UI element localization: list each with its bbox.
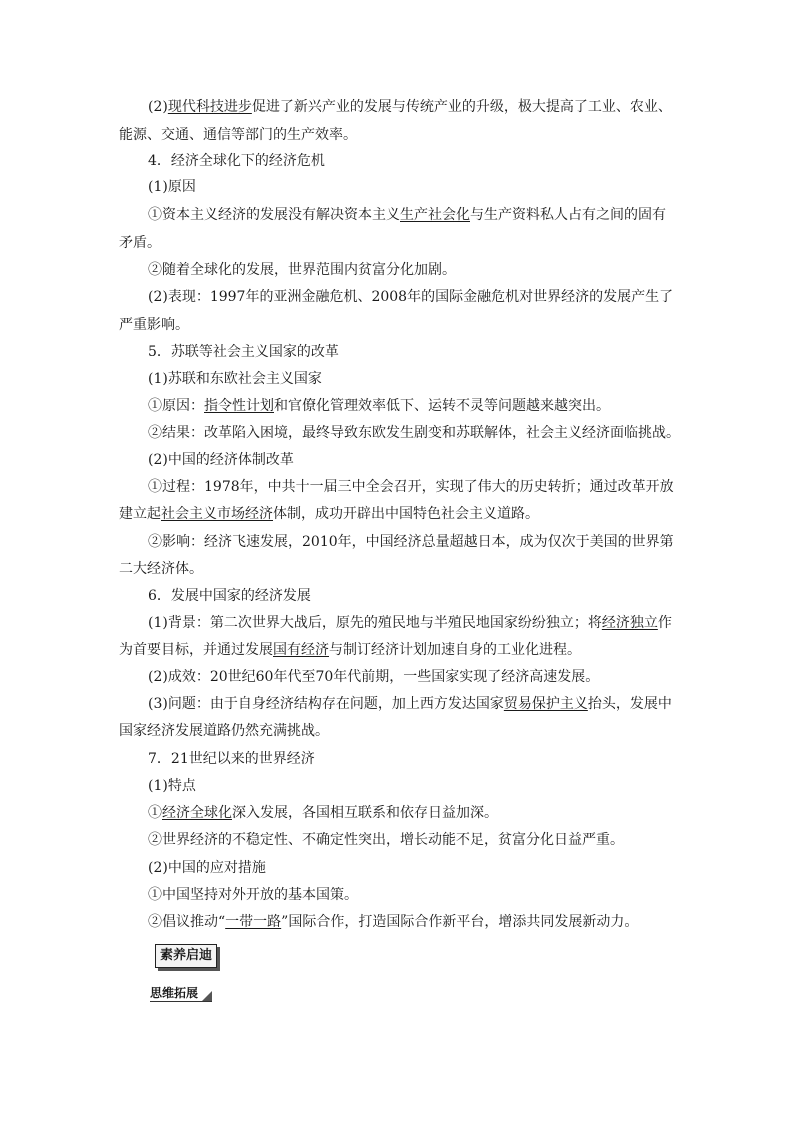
underlined-term: 经济独立 — [601, 615, 658, 631]
subsection-heading: (1)苏联和东欧社会主义国家 — [148, 371, 322, 387]
text-line — [148, 614, 672, 632]
text-line: (2)表现：1997年的亚洲金融危机、2008年的国际金融危机对世界经济的发展产生了 — [148, 289, 674, 305]
text-run: ① — [148, 805, 162, 821]
underlined-term: 指令性计划 — [204, 398, 274, 414]
section-badge: 素养启迪 — [155, 944, 217, 968]
text-line: ②影响：经济飞速发展，2010年，中国经济总量超越日本，成为仅次于美国的世界第 — [148, 534, 674, 550]
underlined-term: 一带一路 — [225, 914, 282, 930]
text-run: 深入发展，各国相互联系和依存日益加深。 — [232, 805, 498, 821]
section-tag — [150, 985, 212, 1002]
text-run: ①原因： — [148, 398, 204, 414]
text-line: 二大经济体。 — [119, 561, 203, 577]
text-line: (2)成效：20世纪60年代至70年代前期，一些国家实现了经济高速发展。 — [148, 669, 600, 685]
text-line: ②随着全球化的发展，世界范围内贫富分化加剧。 — [148, 262, 456, 278]
underlined-term: 国有经济 — [273, 642, 329, 658]
underlined-term: 贸易保护主义 — [503, 696, 588, 712]
underlined-term: 生产社会化 — [400, 207, 470, 223]
underlined-term: 经济全球化 — [162, 805, 232, 821]
text-run: 抬头，发展中 — [587, 696, 672, 712]
text-run: 建立起 — [119, 506, 161, 522]
text-line: 严重影响。 — [119, 317, 189, 333]
subsection-heading: (1)特点 — [148, 778, 196, 794]
section-heading: 6．发展中国家的经济发展 — [148, 588, 311, 604]
section-heading: 7．21世纪以来的世界经济 — [148, 751, 315, 767]
text-line — [148, 397, 610, 415]
text-line — [148, 206, 666, 224]
underlined-term: 现代科技进步 — [167, 99, 252, 115]
text-run: (3)问题：由于自身经济结构存在问题，加上西方发达国家 — [148, 696, 504, 712]
text-run: 与制订经济计划加速自身的工业化进程。 — [329, 642, 581, 658]
text-run: (2) — [148, 99, 168, 115]
section-heading: 5．苏联等社会主义国家的改革 — [148, 344, 339, 360]
text-run: 为首要目标，并通过发展 — [119, 642, 273, 658]
text-run: (1)背景：第二次世界大战后，原先的殖民地与半殖民地国家纷纷独立；将 — [148, 615, 602, 631]
text-run: 与生产资料私人占有之间的固有 — [470, 207, 666, 223]
text-run: 作 — [657, 615, 672, 631]
text-line: ①中国坚持对外开放的基本国策。 — [148, 887, 358, 903]
text-line: 能源、交通、通信等部门的生产效率。 — [119, 127, 357, 143]
underlined-term: 社会主义市场经济 — [161, 506, 273, 522]
text-line: ②世界经济的不稳定性、不确定性突出，增长动能不足，贫富分化日益严重。 — [148, 832, 624, 848]
text-line: 矛盾。 — [119, 235, 161, 251]
subsection-heading: (2)中国的应对措施 — [148, 860, 266, 876]
text-line — [119, 641, 581, 659]
text-line: ②结果：改革陷入困境，最终导致东欧发生剧变和苏联解体，社会主义经济面临挑战。 — [148, 425, 680, 441]
text-run: ”国际合作，打造国际合作新平台，增添共同发展新动力。 — [281, 914, 639, 930]
corner-triangle-icon — [202, 991, 212, 1001]
subsection-heading: (1)原因 — [148, 179, 196, 195]
section-tag-label: 思维拓展 — [150, 986, 199, 1000]
text-line — [148, 804, 498, 822]
text-run: 体制，成功开辟出中国特色社会主义道路。 — [273, 506, 539, 522]
text-run: 促进了新兴产业的发展与传统产业的升级，极大提高了工业、农业、 — [251, 99, 672, 115]
section-heading: 4．经济全球化下的经济危机 — [148, 153, 325, 169]
text-line — [119, 505, 539, 523]
text-line: ①过程：1978年，中共十一届三中全会召开，实现了伟大的历史转折；通过改革开放 — [148, 479, 674, 495]
text-run: ②倡议推动“ — [148, 914, 226, 930]
text-run: 和官僚化管理效率低下、运转不灵等问题越来越突出。 — [274, 398, 610, 414]
text-run: ①资本主义经济的发展没有解决资本主义 — [148, 207, 400, 223]
text-line: 国家经济发展道路仍然充满挑战。 — [119, 723, 329, 739]
text-line — [148, 913, 638, 931]
subsection-heading: (2)中国的经济体制改革 — [148, 452, 294, 468]
text-line — [148, 695, 672, 713]
text-line — [148, 98, 672, 116]
